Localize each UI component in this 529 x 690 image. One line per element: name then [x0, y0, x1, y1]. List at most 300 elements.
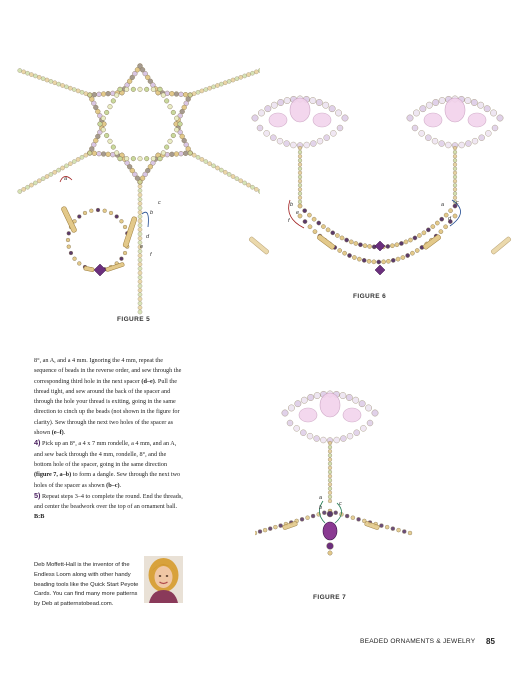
seed-bead	[124, 156, 129, 161]
bugle-bead	[317, 234, 336, 250]
figure-5-illustration	[0, 32, 260, 322]
seed-bead	[252, 115, 258, 121]
seed-bead	[432, 138, 438, 144]
seed-bead	[138, 297, 142, 301]
seed-bead	[235, 77, 239, 81]
seed-bead	[192, 153, 196, 157]
seed-bead	[111, 99, 116, 104]
seed-bead	[123, 251, 127, 255]
seed-bead	[151, 87, 156, 92]
oval-bead	[320, 393, 340, 417]
seed-bead	[439, 97, 445, 103]
seed-bead	[144, 87, 149, 92]
path-point-label: a	[64, 176, 68, 182]
seed-bead	[453, 159, 457, 163]
seed-bead	[268, 527, 272, 531]
seed-bead	[328, 470, 332, 474]
seed-bead	[334, 437, 340, 443]
text-run: 8°, an A, and a 4 mm. Ignoring the 4 mm, repeat the sequence of beads in the reverse order, and sew through the corresponding third hole in the next spacer	[34, 357, 182, 385]
seed-bead	[448, 209, 452, 213]
page-number: 85	[486, 637, 495, 646]
seed-bead	[278, 99, 284, 105]
seed-bead	[328, 458, 332, 462]
seed-bead	[307, 213, 311, 217]
seed-bead	[328, 495, 332, 499]
seed-bead	[323, 102, 329, 108]
seed-bead	[66, 238, 70, 242]
text-run: . Pull the thread tight, and sew around the back of the spacer and through the hole your thread is exiting, going in the same direction to cinch up the beads (not shown in the figure for clarity). Sew through the next two holes of the spacer as shown	[34, 377, 180, 437]
seed-bead	[321, 224, 325, 228]
seed-bead	[96, 208, 100, 212]
seed-bead	[92, 151, 97, 156]
seed-bead	[459, 142, 465, 148]
seed-bead	[138, 197, 142, 201]
seed-bead	[138, 306, 142, 310]
seed-bead	[413, 236, 417, 240]
seed-bead	[391, 527, 395, 531]
seed-bead	[138, 210, 142, 214]
seed-bead	[118, 87, 123, 92]
seed-bead	[215, 166, 219, 170]
bugle-bead	[423, 234, 442, 250]
seed-bead	[453, 214, 457, 218]
seed-bead	[298, 175, 302, 179]
step-number: 4)	[34, 438, 41, 448]
seed-bead	[192, 92, 196, 96]
seed-bead	[413, 110, 419, 116]
seed-bead	[60, 166, 64, 170]
seed-bead	[231, 78, 235, 82]
seed-bead	[445, 142, 451, 148]
seed-bead	[57, 168, 61, 172]
seed-bead	[227, 79, 231, 83]
bugle-bead	[491, 236, 512, 254]
seed-bead	[354, 241, 358, 245]
seed-bead	[138, 223, 142, 227]
seed-bead	[171, 110, 176, 115]
seed-bead	[377, 260, 381, 264]
seed-bead	[298, 179, 302, 183]
seed-bead	[354, 430, 360, 436]
seed-bead	[258, 110, 264, 116]
seed-bead	[352, 255, 356, 259]
seed-bead	[97, 92, 102, 97]
seed-bead	[324, 135, 330, 141]
seed-bead	[64, 85, 68, 89]
seed-bead	[417, 233, 421, 237]
path-point-label: d	[448, 216, 452, 222]
seed-bead	[367, 259, 371, 263]
paragraph-step-3-continued	[34, 356, 184, 438]
seed-bead	[131, 87, 136, 92]
seed-bead	[77, 215, 81, 219]
seed-bead	[343, 251, 347, 255]
seed-bead	[108, 139, 113, 144]
step-number: 5)	[34, 490, 41, 500]
seed-bead	[312, 217, 316, 221]
seed-bead	[277, 138, 283, 144]
seed-bead	[337, 125, 343, 131]
seed-bead	[200, 157, 204, 161]
text-run: .	[63, 429, 66, 437]
seed-bead	[64, 164, 68, 168]
seed-bead	[101, 116, 106, 121]
seed-bead	[439, 141, 445, 147]
seed-bead	[330, 130, 336, 136]
seed-bead	[84, 153, 88, 157]
seed-bead	[310, 141, 316, 147]
seed-bead	[367, 420, 373, 426]
seed-bead	[295, 400, 301, 406]
seed-bead	[138, 271, 142, 275]
seed-bead	[408, 238, 412, 242]
seed-bead	[118, 156, 123, 161]
seed-bead	[316, 99, 322, 105]
seed-bead	[138, 202, 142, 206]
seed-bead	[453, 188, 457, 192]
seed-bead	[158, 156, 163, 161]
seed-bead	[431, 224, 435, 228]
seed-bead	[328, 478, 332, 482]
figure-ref: (figure 7, a–b)	[34, 471, 72, 479]
seed-bead	[372, 260, 376, 264]
seed-bead	[453, 154, 457, 158]
seed-bead	[298, 196, 302, 200]
seed-bead	[368, 244, 372, 248]
seed-bead	[282, 410, 288, 416]
seed-bead	[453, 171, 457, 175]
seed-bead	[88, 151, 92, 155]
path-point-label: c	[339, 501, 342, 507]
seed-bead	[322, 511, 326, 515]
seed-bead	[407, 115, 413, 121]
seed-bead	[53, 81, 57, 85]
oval-bead	[468, 113, 486, 127]
seed-bead	[138, 267, 142, 271]
seed-bead	[183, 151, 188, 156]
seed-bead	[287, 420, 293, 426]
seed-bead	[298, 163, 302, 167]
seed-bead	[101, 152, 106, 157]
text-run: to form a dangle. Sew through the next two holes of the spacer as shown	[34, 471, 181, 489]
seed-bead	[334, 511, 338, 515]
seed-bead	[479, 135, 485, 141]
seed-bead	[37, 179, 41, 183]
seed-bead	[246, 72, 250, 76]
seed-bead	[328, 449, 332, 453]
seed-bead	[103, 209, 107, 213]
seed-bead	[138, 189, 142, 193]
seed-bead	[349, 240, 353, 244]
seed-bead	[453, 146, 457, 150]
seed-bead	[298, 200, 302, 204]
seed-bead	[342, 115, 348, 121]
seed-bead	[472, 138, 478, 144]
seed-bead	[335, 233, 339, 237]
seed-bead	[420, 105, 426, 111]
figure-6-illustration	[230, 88, 520, 298]
seed-bead	[77, 262, 81, 266]
seed-bead	[188, 151, 192, 155]
seed-bead	[453, 183, 457, 187]
seed-bead	[308, 394, 314, 400]
seed-bead	[328, 499, 332, 503]
seed-bead	[298, 192, 302, 196]
seed-bead	[490, 110, 496, 116]
text-run: Pick up an 8°, a 4 x 7 mm rondelle, a 4 mm, and an A, and sew back through the 4 mm, rondelle, 8°, and the bottom hole of the spacer, going in the same direction	[34, 440, 177, 468]
seed-bead	[67, 231, 71, 235]
seed-bead	[406, 253, 410, 257]
seed-bead	[317, 221, 321, 225]
seed-bead	[200, 89, 204, 93]
oval-bead	[445, 98, 465, 122]
seed-bead	[97, 151, 102, 156]
seed-bead	[345, 238, 349, 242]
section-footer: BEADED ORNAMENTS & JEWELRY	[360, 638, 476, 645]
path-point-label: e	[140, 244, 144, 250]
seed-bead	[204, 159, 208, 163]
seed-bead	[138, 87, 143, 92]
seed-bead	[168, 104, 173, 109]
seed-bead	[298, 159, 302, 163]
seed-bead	[328, 487, 332, 491]
seed-bead	[386, 244, 390, 248]
seed-bead	[307, 433, 313, 439]
seed-bead	[425, 135, 431, 141]
path-point-label: c	[158, 200, 161, 206]
seed-bead	[264, 130, 270, 136]
seed-bead	[331, 231, 335, 235]
seed-bead	[76, 157, 80, 161]
path-point-label: a	[319, 495, 323, 501]
seed-bead	[298, 167, 302, 171]
seed-bead	[340, 236, 344, 240]
seed-bead	[208, 86, 212, 90]
seed-bead	[239, 75, 243, 79]
seed-bead	[124, 87, 129, 92]
author-photo	[144, 556, 183, 603]
path-point-label: e	[296, 210, 300, 216]
seed-bead	[80, 90, 84, 94]
seed-bead	[76, 89, 80, 93]
seed-bead	[338, 248, 342, 252]
seed-bead	[478, 102, 484, 108]
seed-bead	[422, 231, 426, 235]
bugle-bead	[84, 266, 95, 272]
seed-bead	[340, 392, 346, 398]
seed-bead	[453, 167, 457, 171]
seed-bead	[204, 87, 208, 91]
seed-bead	[327, 511, 333, 517]
seed-bead	[298, 171, 302, 175]
seed-bead	[363, 244, 367, 248]
seed-bead	[138, 193, 142, 197]
seed-bead	[219, 82, 223, 86]
seed-bead	[211, 85, 215, 89]
seed-bead	[440, 217, 444, 221]
seed-bead	[415, 248, 419, 252]
seed-bead	[284, 97, 290, 103]
path-point-label: f	[288, 218, 290, 224]
seed-bead	[41, 177, 45, 181]
seed-bead	[497, 115, 503, 121]
seed-bead	[138, 236, 142, 240]
seed-bead	[208, 162, 212, 166]
seed-bead	[311, 514, 315, 518]
seed-bead	[138, 219, 142, 223]
seed-bead	[410, 251, 414, 255]
seed-bead	[327, 543, 334, 550]
seed-bead	[435, 221, 439, 225]
path-point-label: a	[441, 202, 445, 208]
figure-ref: (d–e)	[141, 377, 155, 385]
seed-bead	[270, 135, 276, 141]
seed-bead	[310, 97, 316, 103]
seed-bead	[288, 405, 294, 411]
seed-bead	[359, 400, 365, 406]
seed-bead	[306, 516, 310, 520]
seed-bead	[115, 215, 119, 219]
seed-bead	[104, 110, 109, 115]
seed-bead	[453, 175, 457, 179]
seed-bead	[298, 154, 302, 158]
seed-bead	[168, 139, 173, 144]
path-point-label: d	[146, 234, 150, 240]
thread-path	[142, 212, 148, 227]
seed-bead	[300, 517, 304, 521]
path-point-label: b	[150, 210, 154, 216]
seed-bead	[174, 92, 179, 97]
seed-bead	[453, 192, 457, 196]
seed-bead	[68, 162, 72, 166]
seed-bead	[358, 243, 362, 247]
seed-bead	[138, 280, 142, 284]
seed-bead	[101, 127, 106, 132]
seed-bead	[106, 152, 111, 157]
seed-bead	[22, 70, 26, 74]
seed-bead	[308, 225, 312, 229]
bugle-bead	[123, 216, 138, 248]
seed-bead	[151, 156, 156, 161]
seed-bead	[169, 152, 174, 157]
seed-bead	[164, 99, 169, 104]
seed-bead	[138, 64, 143, 69]
seed-bead	[408, 531, 412, 535]
seed-bead	[329, 105, 335, 111]
figure-ref: (e–f)	[51, 429, 64, 437]
seed-bead	[89, 209, 93, 213]
seed-bead	[243, 74, 247, 78]
seed-bead	[397, 528, 401, 532]
seed-bead	[22, 187, 26, 191]
seed-bead	[284, 141, 290, 147]
seed-bead	[347, 253, 351, 257]
seed-bead	[179, 151, 184, 156]
seed-bead	[304, 142, 310, 148]
seed-bead	[250, 71, 254, 75]
seed-bead	[401, 255, 405, 259]
oval-bead	[343, 408, 361, 422]
seed-bead	[328, 454, 332, 458]
seed-bead	[174, 152, 179, 157]
seed-bead	[439, 230, 443, 234]
seed-bead	[298, 183, 302, 187]
seed-bead	[104, 133, 109, 138]
seed-bead	[138, 206, 142, 210]
seed-bead	[362, 258, 366, 262]
seed-bead	[29, 183, 33, 187]
paragraph-step-4	[34, 438, 184, 490]
seed-bead	[169, 91, 174, 96]
seed-bead	[88, 93, 92, 97]
seed-bead	[314, 392, 320, 398]
path-point-label: c	[456, 200, 459, 206]
seed-bead	[57, 82, 61, 86]
path-point-label: b	[290, 202, 294, 208]
seed-bead	[426, 228, 430, 232]
seed-bead	[412, 125, 418, 131]
seed-bead	[109, 211, 113, 215]
seed-bead	[138, 293, 142, 297]
seed-bead	[138, 215, 142, 219]
seed-bead	[328, 551, 332, 555]
seed-bead	[138, 262, 142, 266]
seed-bead	[196, 155, 200, 159]
seed-bead	[60, 83, 64, 87]
seed-bead	[357, 257, 361, 261]
seed-bead	[41, 77, 45, 81]
seed-bead	[328, 483, 332, 487]
seed-bead	[271, 102, 277, 108]
seed-bead	[138, 284, 142, 288]
seed-bead	[106, 91, 111, 96]
seed-bead	[465, 141, 471, 147]
seed-bead	[365, 405, 371, 411]
seed-bead	[328, 462, 332, 466]
oval-bead	[313, 113, 331, 127]
figure-6-caption: FIGURE 6	[353, 293, 387, 300]
seed-bead	[98, 122, 103, 127]
seed-bead	[453, 179, 457, 183]
seed-bead	[298, 204, 302, 208]
seed-bead	[294, 425, 300, 431]
seed-bead	[138, 228, 142, 232]
seed-bead	[72, 87, 76, 91]
path-point-label: b	[319, 505, 323, 511]
seed-bead	[25, 71, 29, 75]
seed-bead	[385, 525, 389, 529]
seed-bead	[353, 397, 359, 403]
seed-bead	[72, 159, 76, 163]
text-run: .	[119, 481, 122, 489]
seed-bead	[444, 225, 448, 229]
seed-bead	[426, 102, 432, 108]
seed-bead	[258, 530, 262, 534]
seed-bead	[80, 155, 84, 159]
seed-bead	[265, 105, 271, 111]
seed-bead	[161, 93, 166, 98]
seed-bead	[273, 525, 277, 529]
seed-bead	[328, 441, 332, 445]
seed-bead	[178, 122, 183, 127]
instructions-text	[34, 356, 184, 523]
seed-bead	[138, 275, 142, 279]
seed-bead	[188, 93, 192, 97]
seed-bead	[138, 288, 142, 292]
seed-bead	[301, 397, 307, 403]
crystal-bead	[375, 265, 385, 275]
crystal-bead	[375, 241, 385, 251]
